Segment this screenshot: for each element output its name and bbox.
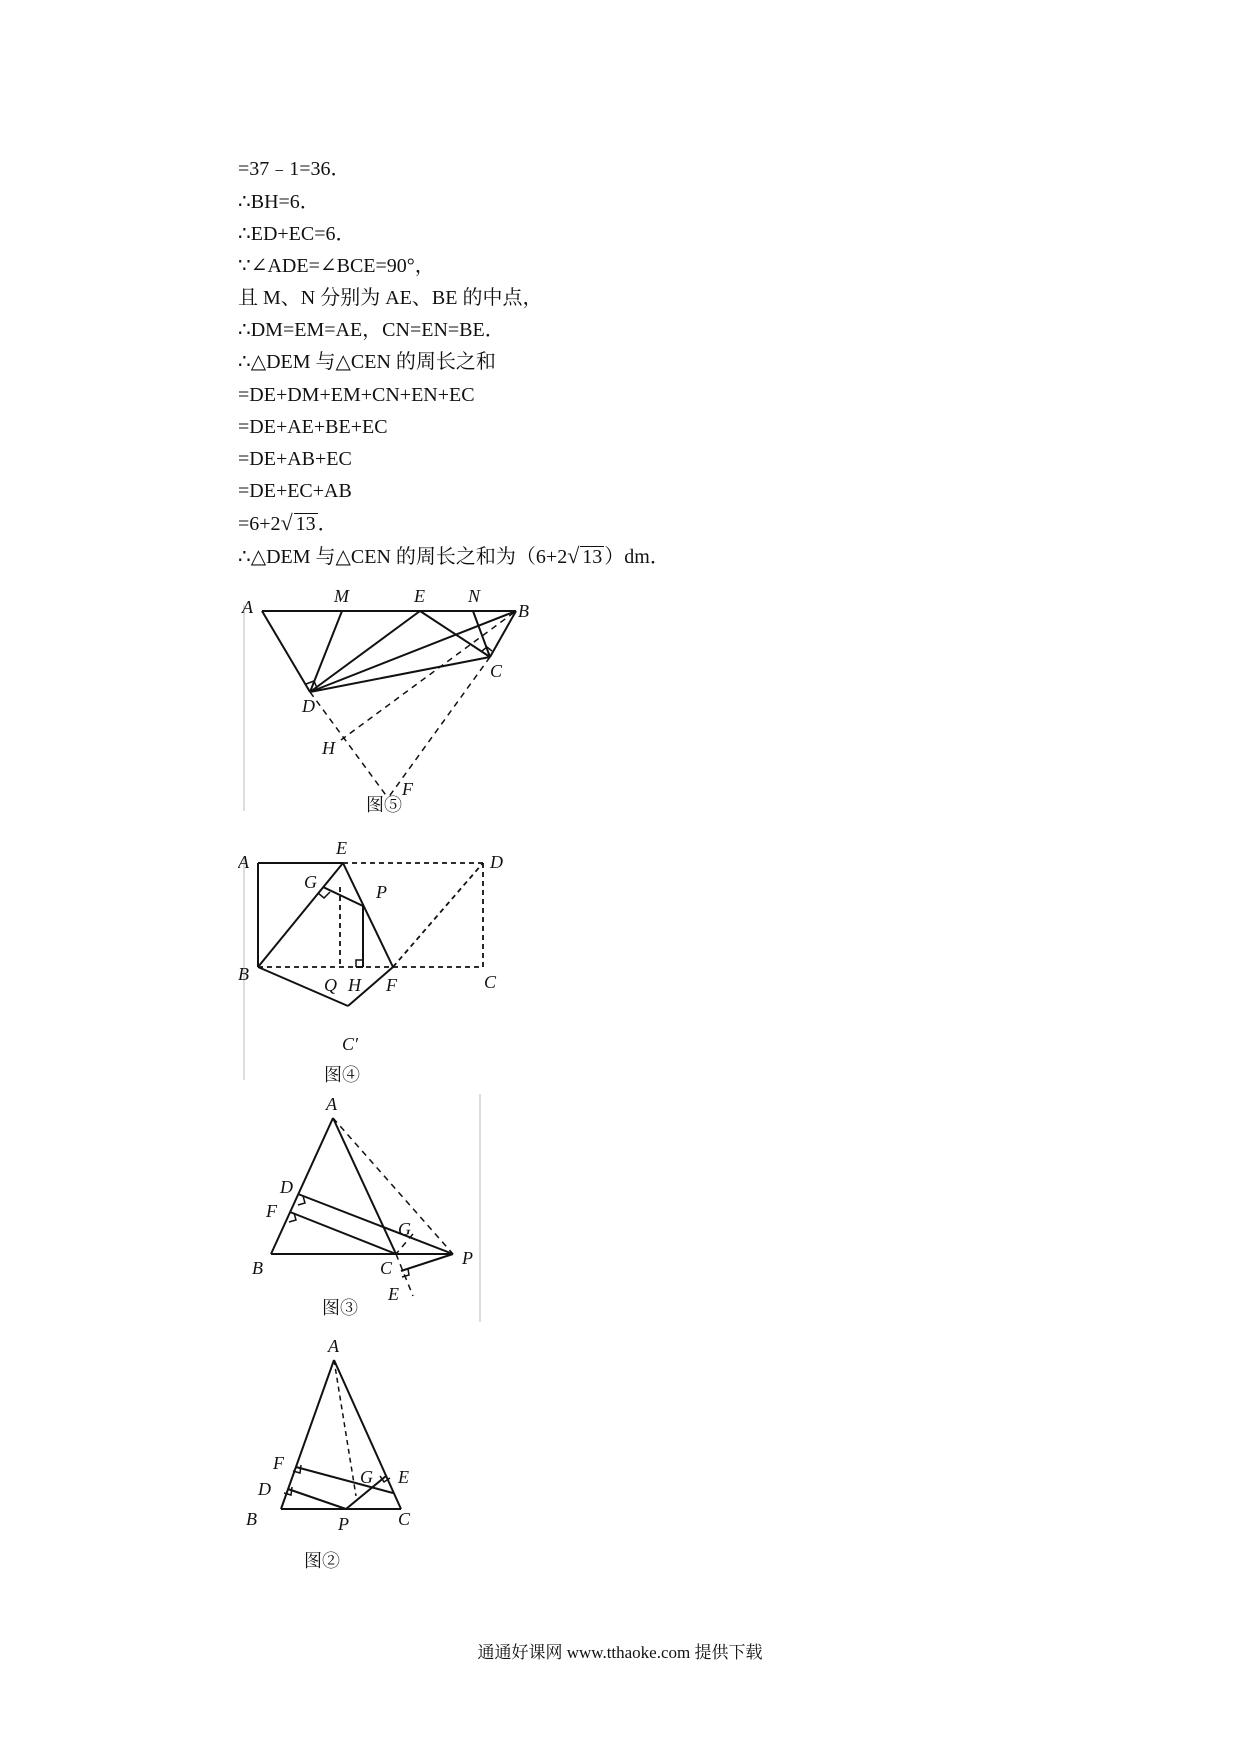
point-label: E (414, 586, 425, 606)
solution-line: =37﹣1=36． (238, 158, 351, 180)
point-label: N (468, 586, 481, 606)
point-label: P (376, 882, 387, 902)
point-label: F (402, 779, 413, 799)
solution-line: ∴DM=EM=AE，CN=EN=BE． (238, 319, 505, 341)
point-label: B (238, 964, 249, 984)
figure-caption: 图④ (324, 1065, 360, 1085)
point-label: A (242, 597, 253, 617)
point-label: F (273, 1453, 284, 1473)
solution-line-conclusion: ∴△DEM 与△CEN 的周长之和为（6+2√ 13 ）dm． (238, 543, 670, 568)
point-label: E (336, 838, 347, 858)
point-label: P (462, 1248, 473, 1268)
figure-caption: 图⑤ (366, 795, 402, 815)
solution-line-sqrt: =6+2√ 13 ． (238, 510, 338, 535)
point-label: M (334, 586, 349, 606)
solution-line: ∵∠ADE=∠BCE=90°， (238, 255, 435, 277)
sqrt-radicand: 13 (295, 513, 316, 535)
point-label: A (326, 1094, 337, 1114)
point-label: D (490, 852, 503, 872)
point-label: C (380, 1258, 393, 1278)
point-label: C′ (342, 1034, 358, 1054)
footer-text: 通通好课网 www.tthaoke.com 提供下载 (477, 1643, 763, 1662)
point-label: F (386, 975, 397, 995)
solution-line: =DE+EC+AB (238, 480, 352, 502)
point-label: G (360, 1467, 373, 1487)
point-label: D (280, 1177, 293, 1197)
point-label: D (258, 1479, 271, 1499)
point-label: P (338, 1514, 349, 1534)
point-label: G (398, 1219, 411, 1239)
figure-caption: 图③ (322, 1298, 358, 1318)
point-label: D (302, 696, 315, 716)
figure-5 (238, 585, 538, 825)
point-label: Q (324, 975, 337, 995)
point-label: H (348, 975, 361, 995)
point-label: A (328, 1336, 339, 1356)
figure-caption: 图② (304, 1551, 340, 1571)
solution-line: 且 M、N 分别为 AE、BE 的中点， (238, 287, 543, 309)
point-label: H (322, 738, 335, 758)
solution-line: ∴△DEM 与△CEN 的周长之和 (238, 351, 496, 373)
point-label: B (246, 1509, 257, 1529)
point-label: E (398, 1467, 409, 1487)
point-label: E (388, 1284, 399, 1304)
point-label: F (266, 1201, 277, 1221)
figure-3 (238, 1088, 498, 1328)
point-label: A (238, 852, 249, 872)
point-label: B (252, 1258, 263, 1278)
solution-line: =DE+AB+EC (238, 448, 352, 470)
point-label: G (304, 872, 317, 892)
figure-4 (238, 836, 528, 1096)
solution-line: ∴ED+EC=6． (238, 223, 356, 245)
solution-line: =DE+DM+EM+CN+EN+EC (238, 384, 475, 406)
point-label: C (490, 661, 503, 681)
solution-line: ∴BH=6． (238, 191, 320, 213)
figure-2 (238, 1333, 498, 1583)
point-label: C (484, 972, 497, 992)
point-label: C (398, 1509, 411, 1529)
sqrt-radicand: 13 (582, 546, 603, 568)
solution-line: =DE+AE+BE+EC (238, 416, 388, 438)
point-label: B (518, 601, 529, 621)
